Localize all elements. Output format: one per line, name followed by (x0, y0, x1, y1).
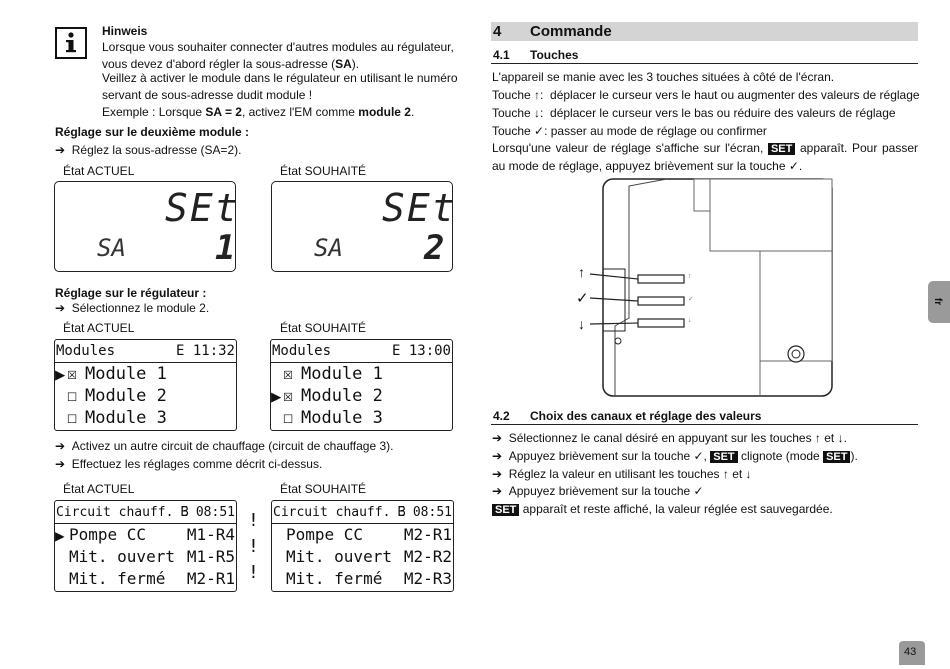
second-module-heading: Réglage sur le deuxième module : (55, 125, 250, 139)
device-ok-key-mark: ✓ (688, 296, 694, 303)
menu-item[interactable] (55, 408, 236, 431)
exclamation-mark: ! (248, 562, 259, 583)
row-value: M1-R5 (186, 547, 235, 566)
step-text: Activez un autre circuit de chauffage (circuit de chauffage 3). (71, 439, 394, 453)
device-illustration (572, 178, 834, 400)
device-ok-label: ✓ (576, 290, 589, 307)
menu-title: Circuit chauff. 3 (273, 505, 407, 520)
row-value: M2-R1 (186, 569, 235, 588)
subsection-number: 4.2 (493, 409, 510, 423)
menu-header (271, 342, 452, 363)
step-text: clignote (mode (741, 449, 820, 463)
set-note-a: Lorsqu'une valeur de réglage s'affiche sur l'écran, (492, 141, 764, 155)
info-icon (55, 27, 87, 59)
label-current: État ACTUEL (63, 321, 135, 335)
cursor-icon: ▶ (271, 387, 282, 407)
checkbox-checked-icon: ☒ (283, 386, 294, 406)
hinweis-title: Hinweis (102, 24, 148, 38)
label-current: État ACTUEL (63, 482, 135, 496)
checkbox-checked-icon: ☒ (283, 364, 294, 384)
checkbox-checked-icon: ☒ (67, 364, 78, 384)
menu-item-label: Module 1 (301, 364, 383, 384)
menu-header (55, 503, 236, 524)
label-wanted: État SOUHAITÉ (280, 321, 367, 335)
device-down-key-mark: ↓ (688, 317, 692, 324)
language-tab-label: fr (932, 297, 944, 306)
s2-step-4 (492, 484, 704, 498)
menu-header (55, 342, 236, 363)
row-name: Pompe CC (69, 525, 147, 544)
subsection-title: Touches (530, 48, 579, 62)
key-down-text: Touche ↓: déplacer le curseur vers le bas ou réduire des valeurs de réglage (492, 106, 896, 120)
lcd-top-text: SEt (382, 186, 457, 230)
module-menu-wanted (270, 339, 453, 431)
s2-step-1 (492, 431, 847, 445)
regulator-heading: Réglage sur le régulateur : (55, 286, 207, 300)
menu-time: E 08:51 (180, 505, 235, 520)
set-badge: SET (710, 451, 737, 463)
menu-row[interactable] (55, 569, 236, 592)
menu-header (272, 503, 453, 524)
arrow-right-icon: ➔ (55, 439, 66, 453)
lcd-right-text: 1 (215, 228, 236, 268)
set-badge: SET (823, 451, 850, 463)
menu-item-label: Module 2 (85, 386, 167, 406)
final-text: apparaît et reste affiché, la valeur réglée est sauvegardée. (522, 502, 833, 516)
step-text: Appuyez brièvement sur la touche ✓ (508, 484, 704, 498)
page-number: 43 (904, 646, 917, 658)
circuit-step-2 (55, 457, 322, 471)
row-value: M2-R2 (403, 547, 452, 566)
menu-item-label: Module 3 (85, 408, 167, 428)
section-title: Commande (530, 23, 612, 40)
row-value: M1-R4 (186, 525, 235, 544)
row-name: Pompe CC (286, 525, 364, 544)
hinweis-paragraph-3: Exemple : Lorsque SA = 2, activez l'EM comme module 2. (102, 105, 415, 119)
arrow-right-icon: ➔ (492, 467, 503, 481)
s2-step-3 (492, 467, 752, 481)
label-wanted: État SOUHAITÉ (280, 164, 367, 178)
language-side-tab (928, 281, 950, 323)
set-note-b: apparaît. Pour passer au mode de réglage, appuyez brièvement sur la touche ✓. (492, 141, 918, 173)
s2-final (492, 502, 833, 516)
arrow-right-icon: ➔ (55, 143, 66, 157)
arrow-right-icon: ➔ (492, 484, 503, 498)
circuit-step-1 (55, 439, 393, 453)
lcd-top-text: SEt (165, 186, 240, 230)
exclamation-mark: ! (248, 536, 259, 557)
set-note (492, 140, 918, 175)
s2-step-2 (492, 449, 858, 463)
arrow-right-icon: ➔ (492, 431, 503, 445)
menu-item-label: Module 3 (301, 408, 383, 428)
menu-title: Modules (56, 343, 116, 359)
key-ok-text: Touche ✓: passer au mode de réglage ou confirmer (492, 124, 767, 138)
step-text: Sélectionnez le module 2. (71, 301, 210, 315)
menu-time: E 08:51 (397, 505, 452, 520)
subsection-header (491, 47, 918, 64)
second-module-step (55, 143, 241, 157)
menu-row[interactable] (272, 569, 453, 592)
module-menu-current (54, 339, 237, 431)
cursor-icon: ▶ (55, 526, 65, 545)
section-header (491, 22, 918, 41)
arrow-right-icon: ➔ (55, 301, 66, 315)
lcd-display-wanted (271, 181, 457, 272)
intro-text: L'appareil se manie avec les 3 touches situées à côté de l'écran. (492, 70, 835, 84)
lcd-left-text: SA (314, 234, 343, 262)
checkbox-empty-icon: ☐ (67, 408, 78, 428)
page-number-box (899, 641, 925, 665)
menu-title: Modules (272, 343, 332, 359)
set-badge: SET (768, 143, 795, 155)
step-text: ). (850, 449, 858, 463)
hinweis-paragraph-2: Veillez à activer le module dans le régulateur en utilisant le numéro servant de sous-adresse dudit module ! (102, 71, 458, 102)
step-text: Sélectionnez le canal désiré en appuyant sur les touches ↑ et ↓. (508, 431, 847, 445)
arrow-right-icon: ➔ (492, 449, 503, 463)
subsection-header (491, 408, 918, 425)
lcd-right-text: 2 (424, 228, 445, 268)
subsection-number: 4.1 (493, 48, 510, 62)
device-up-key-mark: ↑ (688, 273, 692, 280)
menu-item-label: Module 2 (301, 386, 383, 406)
key-up-text: Touche ↑: déplacer le curseur vers le haut ou augmenter des valeurs de réglage (492, 88, 920, 102)
lcd-display-current (54, 181, 240, 272)
circuit-menu-wanted (271, 500, 454, 592)
device-down-label: ↓ (578, 316, 585, 332)
row-name: Mit. fermé (69, 569, 166, 588)
row-name: Mit. ouvert (69, 547, 175, 566)
section-number: 4 (493, 23, 502, 40)
arrow-right-icon: ➔ (55, 457, 66, 471)
row-name: Mit. ouvert (286, 547, 392, 566)
cursor-icon: ▶ (55, 365, 66, 385)
exclamation-mark: ! (248, 510, 259, 531)
menu-time: E 11:32 (175, 343, 235, 359)
menu-item[interactable] (271, 408, 452, 431)
device-up-label: ↑ (578, 264, 585, 280)
label-current: État ACTUEL (63, 164, 135, 178)
regulator-step (55, 301, 209, 315)
step-text: Appuyez brièvement sur la touche ✓, (508, 449, 707, 463)
row-name: Mit. fermé (286, 569, 383, 588)
checkbox-empty-icon: ☐ (283, 408, 294, 428)
menu-title: Circuit chauff. 3 (56, 505, 190, 520)
menu-item-label: Module 1 (85, 364, 167, 384)
row-value: M2-R3 (403, 569, 452, 588)
circuit-menu-current (54, 500, 237, 592)
checkbox-empty-icon: ☐ (67, 386, 78, 406)
hinweis-paragraph-1: Lorsque vous souhaiter connecter d'autres modules au régulateur, vous devez d'abord régler la sous-adresse (SA). (102, 40, 454, 71)
lcd-left-text: SA (97, 234, 126, 262)
menu-time: E 13:00 (391, 343, 451, 359)
step-text: Réglez la valeur en utilisant les touches ↑ et ↓ (508, 467, 752, 481)
step-text: Effectuez les réglages comme décrit ci-dessus. (71, 457, 323, 471)
set-badge: SET (492, 504, 519, 516)
label-wanted: État SOUHAITÉ (280, 482, 367, 496)
step-text: Réglez la sous-adresse (SA=2). (71, 143, 242, 157)
subsection-title: Choix des canaux et réglage des valeurs (530, 409, 762, 423)
row-value: M2-R1 (403, 525, 452, 544)
